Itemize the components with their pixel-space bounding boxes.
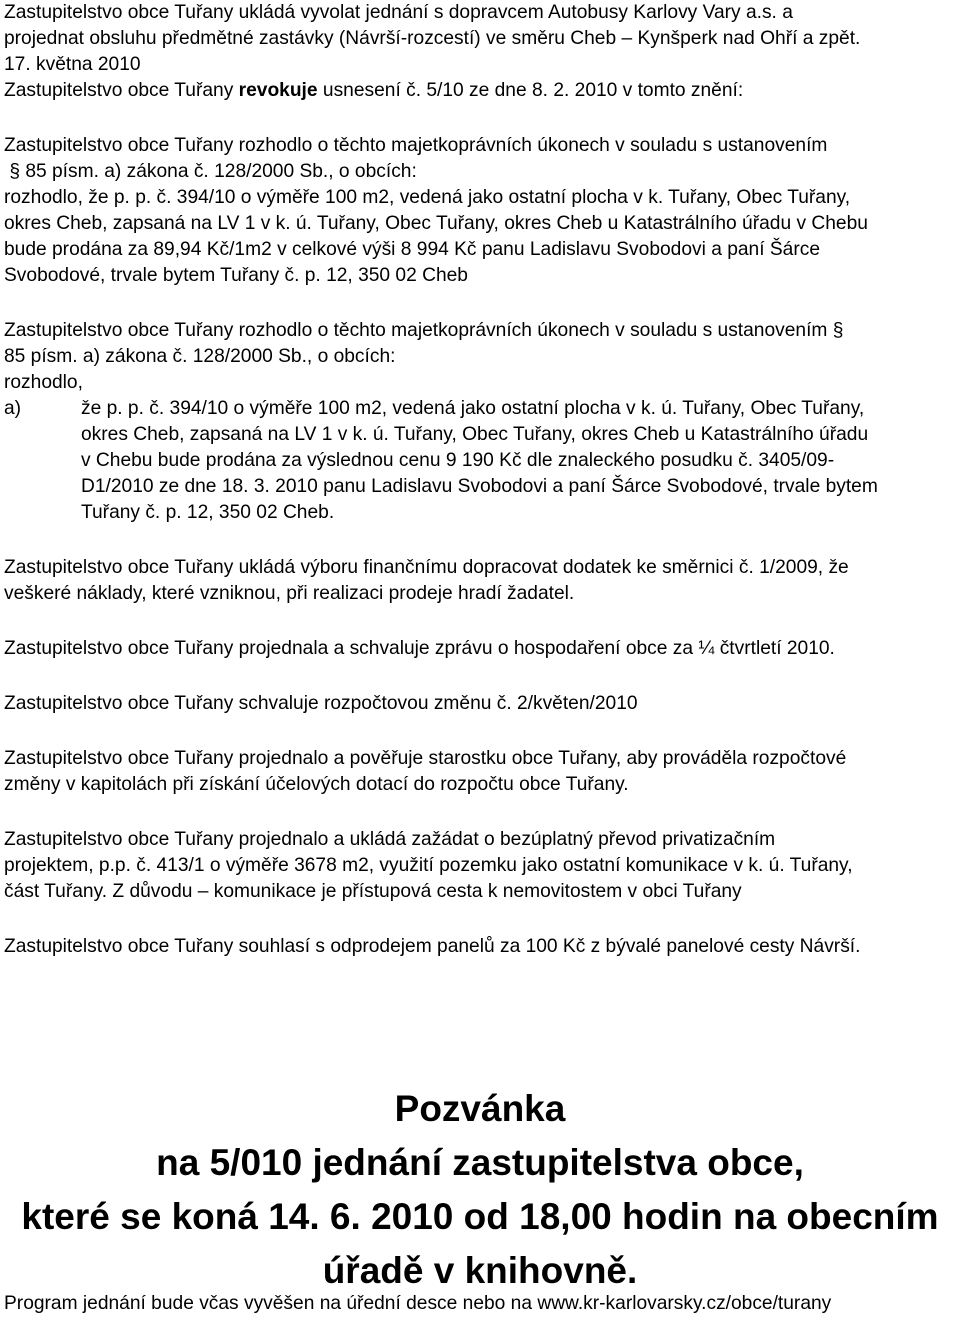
revocation-prefix: Zastupitelstvo obce Tuřany — [4, 80, 239, 101]
text-line: Zastupitelstvo obce Tuřany ukládá vyvolat jednání s dopravcem Autobusy Karlovy Vary a.s. a — [4, 2, 793, 23]
resolution-sale-2 — [4, 318, 956, 526]
text-line: Zastupitelstvo obce Tuřany schvaluje rozpočtovou změnu č. 2/květen/2010 — [4, 693, 638, 714]
text-line: Zastupitelstvo obce Tuřany projednalo a ukládá zažádat o bezúplatný převod privatizačním — [4, 829, 776, 850]
text-line: Zastupitelstvo obce Tuřany ukládá výboru finančnímu dopracovat dodatek ke směrnici č. 1/2009, že — [4, 557, 849, 578]
document-page — [4, 0, 956, 960]
text-line: Svobodové, trvale bytem Tuřany č. p. 12, 350 02 Cheb — [4, 265, 468, 286]
text-line: rozhodlo, — [4, 372, 83, 393]
list-item — [4, 396, 956, 422]
resolution-report — [4, 636, 956, 662]
resolution-mayor — [4, 746, 956, 798]
revocation-suffix: usnesení č. 5/10 ze dne 8. 2. 2010 v tomto znění: — [317, 80, 744, 101]
text-line: Zastupitelstvo obce Tuřany rozhodlo o těchto majetkoprávních úkonech v souladu s ustanovením § — [4, 320, 844, 341]
invitation-title: Pozvánka — [394, 1088, 566, 1129]
invitation-line: úřadě v knihovně. — [322, 1250, 638, 1291]
text-line: veškeré náklady, které vzniknou, při realizaci prodeje hradí žadatel. — [4, 583, 575, 604]
list-item-continuation: okres Cheb, zapsaná na LV 1 v k. ú. Tuřany, Obec Tuřany, okres Cheb u Katastrálního úřadu — [81, 424, 869, 445]
text-line: § 85 písm. a) zákona č. 128/2000 Sb., o obcích: — [4, 161, 417, 182]
text-line: projektem, p.p. č. 413/1 o výměře 3678 m2, využití pozemku jako ostatní komunikace v k. ú. Tuřany, — [4, 855, 853, 876]
list-item-continuation: D1/2010 ze dne 18. 3. 2010 panu Ladislavu Svobodovi a paní Šárce Svobodové, trvale bytem — [81, 476, 878, 497]
list-item-text: že p. p. č. 394/10 o výměře 100 m2, vedená jako ostatní plocha v k. ú. Tuřany, Obec Tuřany, — [81, 398, 865, 419]
resolution-budget — [4, 691, 956, 717]
text-line: Zastupitelstvo obce Tuřany rozhodlo o těchto majetkoprávních úkonech v souladu s ustanovením — [4, 135, 828, 156]
text-line: projednat obsluhu předmětné zastávky (Návrší-rozcestí) ve směru Cheb – Kynšperk nad Ohří a zpět. — [4, 28, 861, 49]
list-marker: a) — [4, 398, 22, 419]
text-line: bude prodána za 89,94 Kč/1m2 v celkové výši 8 994 Kč panu Ladislavu Svobodovi a paní Šárce — [4, 239, 820, 260]
text-line: Zastupitelstvo obce Tuřany souhlasí s odprodejem panelů za 100 Kč z bývalé panelové cesty Návrší. — [4, 936, 861, 957]
date-heading: 17. května 2010 — [4, 54, 141, 75]
text-line: Zastupitelstvo obce Tuřany projednala a schvaluje zprávu o hospodaření obce za ¼ čtvrtletí 2010. — [4, 638, 835, 659]
resolution-revocation — [4, 78, 956, 104]
resolution-panels — [4, 934, 956, 960]
resolution-committee — [4, 555, 956, 607]
resolution-sale-1 — [4, 133, 956, 289]
text-line: 85 písm. a) zákona č. 128/2000 Sb., o obcích: — [4, 346, 396, 367]
text-line: rozhodlo, že p. p. č. 394/10 o výměře 100 m2, vedená jako ostatní plocha v k. Tuřany, Obec Tuřany, — [4, 187, 851, 208]
resolution-transfer — [4, 827, 956, 905]
footer-note: Program jednání bude včas vyvěšen na úřední desce nebo na www.kr-karlovarsky.cz/obce/turany — [4, 1293, 832, 1314]
text-line: okres Cheb, zapsaná na LV 1 v k. ú. Tuřany, Obec Tuřany, okres Cheb u Katastrálního úřadu v Chebu — [4, 213, 868, 234]
list-item-continuation: Tuřany č. p. 12, 350 02 Cheb. — [81, 502, 335, 523]
revocation-keyword: revokuje — [238, 80, 318, 101]
invitation-line: které se koná 14. 6. 2010 od 18,00 hodin na obecním — [21, 1196, 939, 1237]
text-line: změny v kapitolách při získání účelových dotací do rozpočtu obce Tuřany. — [4, 774, 629, 795]
text-line: část Tuřany. Z důvodu – komunikace je přístupová cesta k nemovitostem v obci Tuřany — [4, 881, 742, 902]
list-item-continuation: v Chebu bude prodána za výslednou cenu 9 190 Kč dle znaleckého posudku č. 3405/09- — [81, 450, 835, 471]
invitation — [0, 1082, 960, 1298]
invitation-line: na 5/010 jednání zastupitelstva obce, — [156, 1142, 804, 1183]
text-line: Zastupitelstvo obce Tuřany projednalo a pověřuje starostku obce Tuřany, aby prováděla rozpočtové — [4, 748, 847, 769]
resolution-bus-stop — [4, 0, 956, 78]
